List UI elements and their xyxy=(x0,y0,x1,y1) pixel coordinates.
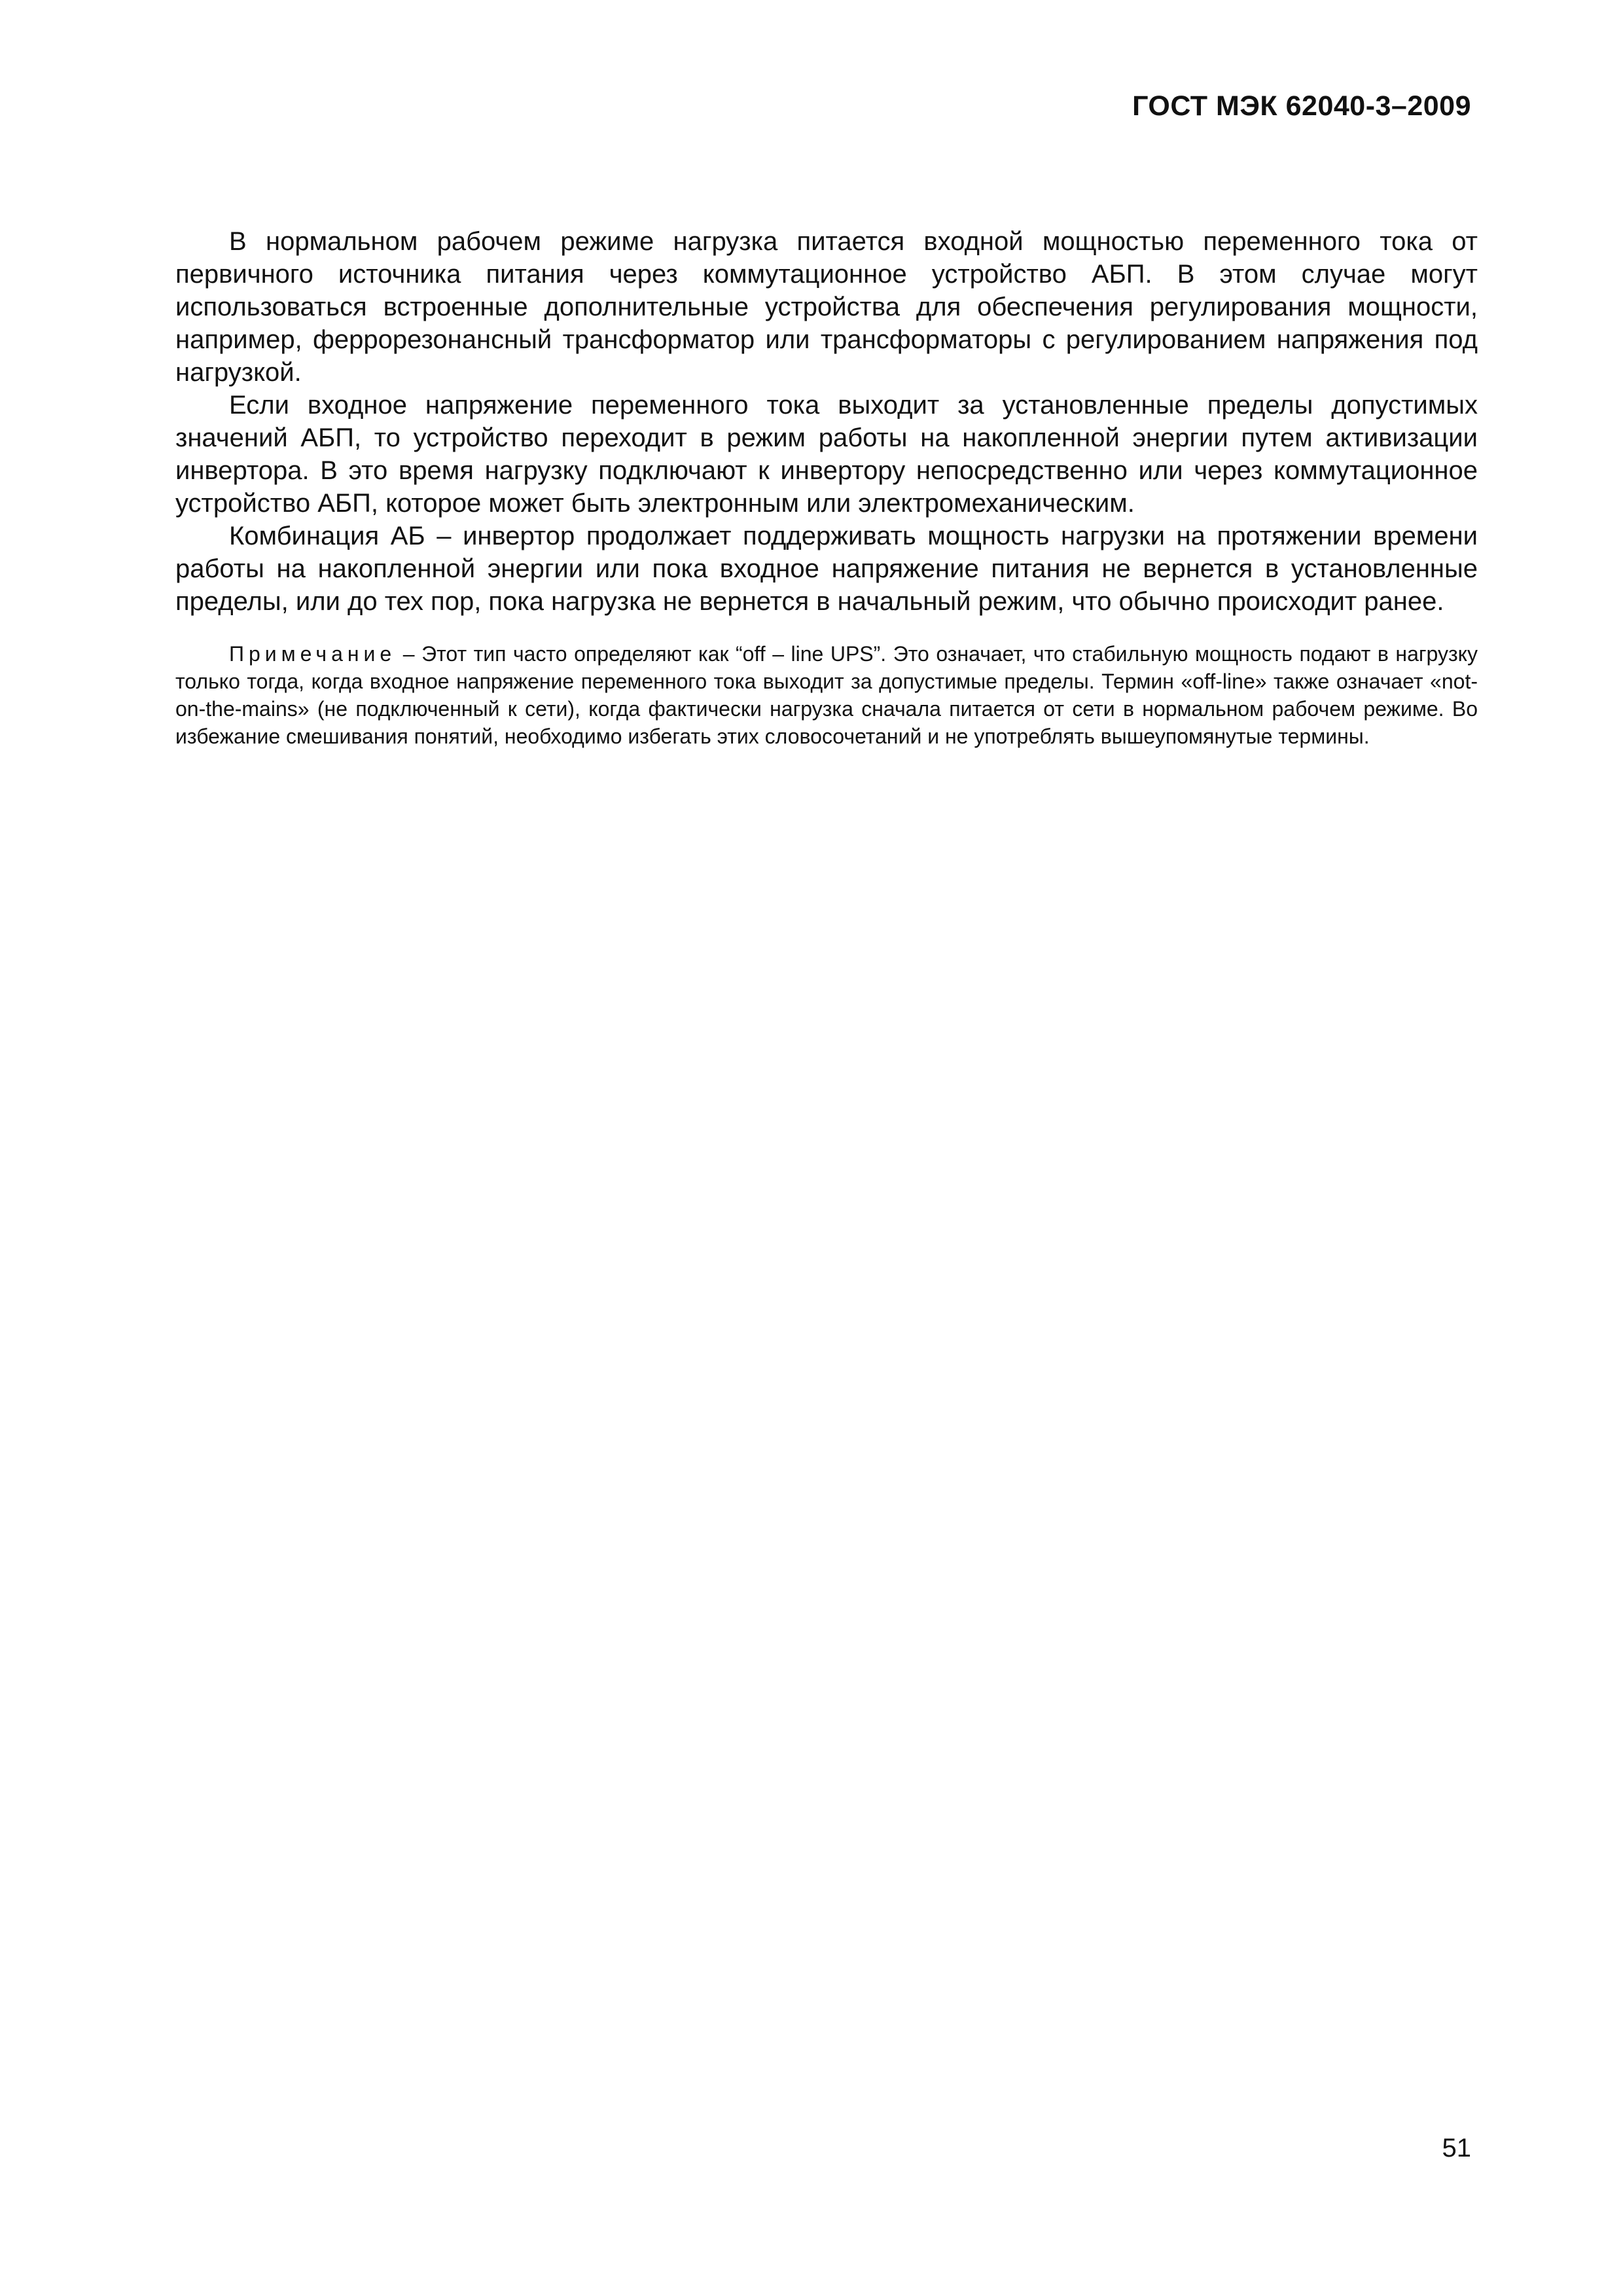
note-text: Этот тип часто определяют как “off – line UPS”. Это означает, что стабильную мощность подают в нагрузку только тогда, когда входное напряжение переменного тока выходит за допустимые пределы. Термин «off-line» также означает «not-on-the-mains» (не подключенный к сети), когда фактически нагрузка сначала питается от сети в нормальном рабочем режиме. Во избежание смешивания понятий, необходимо избегать этих словосочетаний и не употреблять вышеупомянутые термины. xyxy=(175,642,1478,748)
note-separator: – xyxy=(396,642,422,666)
document-body xyxy=(175,225,1478,750)
note-block xyxy=(175,640,1478,750)
page-number: 51 xyxy=(1442,2134,1471,2162)
body-paragraph-2: Если входное напряжение переменного тока выходит за установленные пределы допустимых значений АБП, то устройство переходит в режим работы на накопленной энергии путем активизации инвертора. В это время нагрузку подключают к инвертору непосредственно или через коммутационное устройство АБП, которое может быть электронным или электромеханическим. xyxy=(175,391,1478,518)
body-paragraph-3: Комбинация АБ – инвертор продолжает поддерживать мощность нагрузки на протяжении времени работы на накопленной энергии или пока входное напряжение питания не вернется в установленные пределы, или до тех пор, пока нагрузка не вернется в начальный режим, что обычно происходит ранее. xyxy=(175,522,1478,616)
standard-code-header: ГОСТ МЭК 62040-3–2009 xyxy=(1132,90,1471,122)
body-paragraph-1: В нормальном рабочем режиме нагрузка питается входной мощностью переменного тока от первичного источника питания через коммутационное устройство АБП. В этом случае могут использоваться встроенные дополнительные устройства для обеспечения регулирования мощности, например, феррорезонансный трансформатор или трансформаторы с регулированием напряжения под нагрузкой. xyxy=(175,227,1478,387)
note-label: Примечание xyxy=(229,642,397,666)
